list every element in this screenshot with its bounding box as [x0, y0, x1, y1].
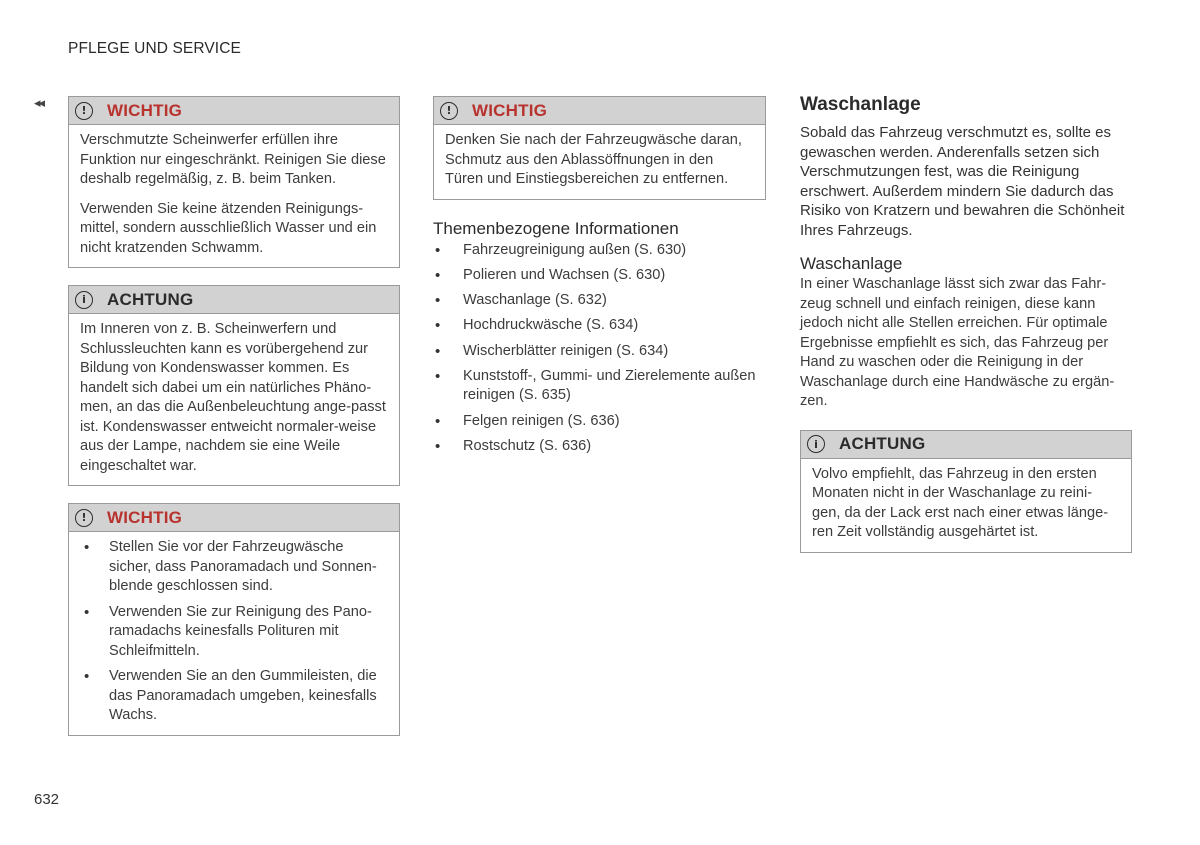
note-paragraph: Volvo empfiehlt, das Fahrzeug in den ersten Monaten nicht in der Waschanlage zu reini-gen, da der Lack erst nach einer etwas länge-ren Zeit vollständig ausgehärtet ist. [812, 465, 1109, 540]
column-left [68, 96, 400, 753]
exclamation-circle-icon: ! [75, 102, 93, 120]
note-paragraph: Im Inneren von z. B. Scheinwerfern und Schlussleuchten kann es vorübergehend zur Bildung von Kondenswasser kommen. Es handelt sich dabei um ein natürliches Phäno-men, an das die Außenbeleuchtung ange-passt ist. Kondenswasser entweicht normaler-weise aus der Lampe, nachdem sie eine Weile eingeschaltet war. [80, 321, 386, 474]
warning-box-header [434, 97, 765, 125]
topic-link[interactable]: • Polieren und Wachsen (S. 630) [433, 266, 766, 286]
warning-box-body [69, 125, 399, 267]
warning-box-title: WICHTIG [107, 100, 183, 120]
topic-link[interactable]: • Fahrzeugreinigung außen (S. 630) [433, 241, 766, 261]
body-paragraph: In einer Waschanlage lässt sich zwar das Fahr-zeug schnell und einfach reinigen, diese kann jedoch nicht alle Stellen erreichen. Für optimale Ergebnisse empfiehlt es sich, das Fahrzeug per Hand zu waschen oder die Reinigung in der Waschanlage durch eine Handwäsche zu ergän-zen. [800, 276, 1115, 409]
note-box-header [69, 286, 399, 314]
topic-link[interactable]: • Felgen reinigen (S. 636) [433, 412, 766, 432]
page-number: 632 [34, 791, 60, 808]
intro-paragraph: Sobald das Fahrzeug verschmutzt es, sollte es gewaschen werden. Anderenfalls setzen sich Verschmutzungen fest, was die Reinigung erschwert. Außerdem mindern Sie dadurch das Risiko von Kratzern und bewahren die Schönheit Ihres Fahrzeugs. [800, 124, 1125, 239]
warning-box-panorama-roof [68, 503, 400, 736]
warning-box-header [69, 504, 399, 532]
exclamation-circle-icon: ! [440, 102, 458, 120]
topic-link[interactable]: • Wischerblätter reinigen (S. 634) [433, 342, 766, 362]
related-topics-list [433, 241, 766, 457]
note-box-condensation [68, 285, 400, 486]
list-item: • Verwenden Sie zur Reinigung des Pano-ramadachs keinesfalls Polituren mit Schleifmitteln. [80, 603, 388, 662]
warning-box-header [69, 97, 399, 125]
warning-paragraph: Verwenden Sie keine ätzenden Reinigungs-mittel, sondern ausschließlich Wasser und ein nicht kratzenden Schwamm. [80, 200, 377, 256]
info-circle-icon: i [75, 291, 93, 309]
warning-paragraph: Verschmutzte Scheinwerfer erfüllen ihre Funktion nur eingeschränkt. Reinigen Sie diese deshalb regelmäßig, z. B. beim Tanken. [80, 132, 386, 187]
topic-link[interactable]: • Waschanlage (S. 632) [433, 291, 766, 311]
note-box-body [69, 314, 399, 485]
page-header-title: PFLEGE UND SERVICE [68, 40, 241, 57]
section-title: Waschanlage [800, 94, 921, 115]
warning-box-headlights [68, 96, 400, 268]
note-box-body [801, 459, 1131, 552]
related-topics-heading: Themenbezogene Informationen [433, 218, 679, 238]
list-item: • Stellen Sie vor der Fahrzeugwäsche sicher, dass Panoramadach und Sonnen-blende geschlossen sind. [80, 538, 388, 597]
column-middle [433, 96, 766, 462]
note-box-title: ACHTUNG [839, 434, 926, 453]
warning-box-title: WICHTIG [472, 100, 548, 120]
topic-link[interactable]: • Rostschutz (S. 636) [433, 437, 766, 457]
warning-box-drain-holes [433, 96, 766, 200]
topic-link[interactable]: • Kunststoff-, Gummi- und Zierelemente außen reinigen (S. 635) [433, 367, 766, 406]
exclamation-circle-icon: ! [75, 509, 93, 527]
back-arrows-icon[interactable]: ◂◂ [34, 95, 44, 110]
info-circle-icon: i [807, 435, 825, 453]
topic-link[interactable]: • Hochdruckwäsche (S. 634) [433, 316, 766, 336]
note-box-title: ACHTUNG [107, 289, 194, 309]
warning-box-body [69, 532, 399, 735]
note-box-paint [800, 430, 1132, 553]
subheading: Waschanlage [800, 254, 903, 273]
list-item: • Verwenden Sie an den Gummileisten, die das Panoramadach umgeben, keinesfalls Wachs. [80, 667, 388, 726]
column-right [800, 94, 1132, 570]
warning-box-body [434, 125, 765, 199]
warning-list [80, 538, 388, 726]
warning-paragraph: Denken Sie nach der Fahrzeugwäsche daran, Schmutz aus den Ablassöffnungen in den Türen und Einstiegsbereichen zu entfernen. [445, 132, 742, 187]
warning-box-title: WICHTIG [107, 507, 183, 527]
note-box-header [801, 431, 1131, 459]
